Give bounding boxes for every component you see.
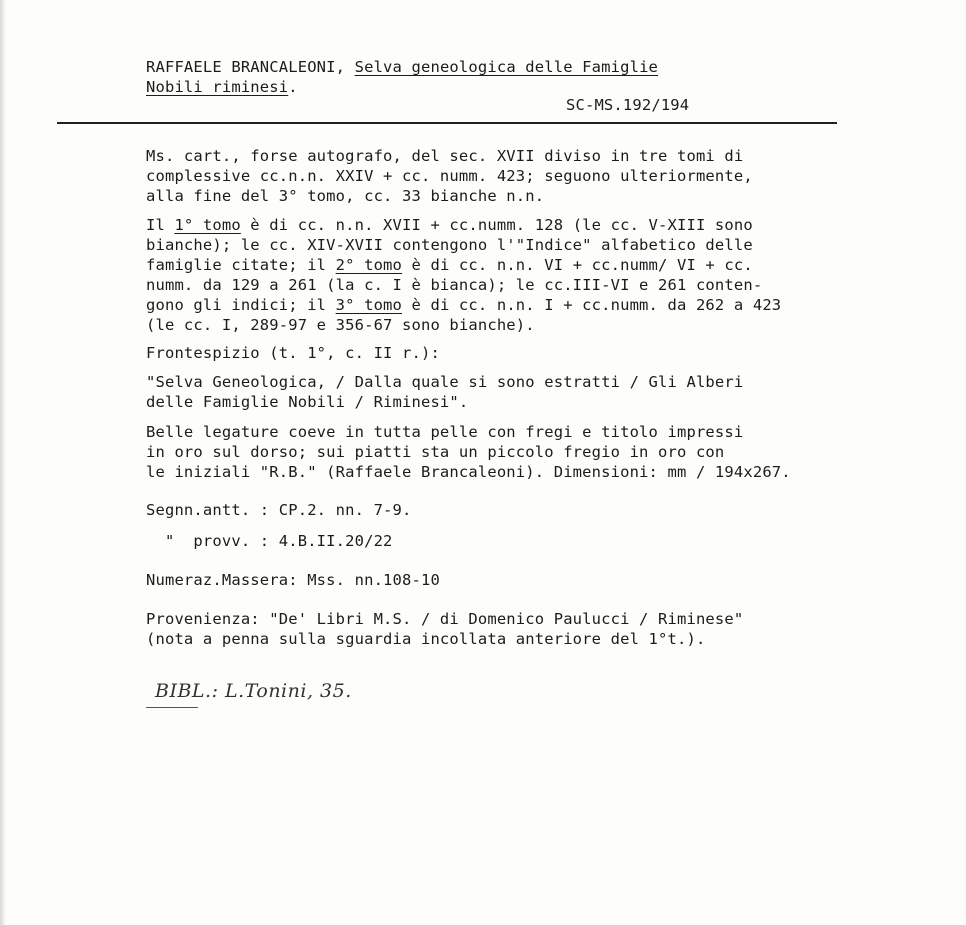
volume-3-label: 3° tomo <box>335 296 403 314</box>
volumes-line <box>146 295 781 315</box>
text-segment: gono gli indici; il <box>146 296 336 314</box>
description-line: alla fine del 3° tomo, cc. 33 bianche n.n. <box>146 187 545 205</box>
text-segment: è di cc. n.n. I + cc.numm. da 262 a 423 <box>402 296 782 314</box>
frontispiece-heading: Frontespizio (t. 1°, c. II r.): <box>146 344 440 362</box>
volumes-line: numm. da 129 a 261 (la c. I è bianca); le cc.III-VI e 261 conten- <box>146 276 763 294</box>
text-segment: è di cc. n.n. XVII + cc.numm. 128 (le cc. V-XIII sono <box>240 216 753 234</box>
volumes-line: (le cc. I, 289-97 e 356-67 sono bianche). <box>146 316 535 334</box>
text-segment: Il <box>146 216 175 234</box>
header-divider <box>57 122 837 124</box>
title-period: . <box>288 78 298 96</box>
description-line: Ms. cart., forse autografo, del sec. XVII diviso in tre tomi di <box>146 147 744 165</box>
old-shelfmarks: Segnn.antt. : CP.2. nn. 7-9. <box>146 501 412 519</box>
frontispiece-text: "Selva Geneologica, / Dalla quale si sono estratti / Gli Alberi <box>146 373 744 391</box>
volumes-line <box>146 215 753 235</box>
binding-text: in oro sul dorso; sui piatti sta un piccolo fregio in oro con <box>146 443 725 461</box>
work-title-part-2: Nobili riminesi <box>146 78 289 96</box>
card-edge-shadow <box>0 0 6 925</box>
header-line-2 <box>146 77 298 97</box>
massera-numbering: Numeraz.Massera: Mss. nn.108-10 <box>146 571 440 589</box>
shelfmark: SC-MS.192/194 <box>566 96 690 114</box>
description-line: complessive cc.n.n. XXIV + cc. numm. 423; seguono ulteriormente, <box>146 167 753 185</box>
volume-1-label: 1° tomo <box>174 216 241 234</box>
provenance-text: (nota a penna sulla sguardia incollata anteriore del 1°t.). <box>146 630 706 648</box>
binding-text: Belle legature coeve in tutta pelle con fregi e titolo impressi <box>146 423 744 441</box>
provisional-shelfmarks: " provv. : 4.B.II.20/22 <box>146 532 393 550</box>
volumes-line <box>146 255 753 275</box>
text-segment: famiglie citate; il <box>146 256 336 274</box>
author-name: RAFFAELE BRANCALEONI, <box>146 58 355 76</box>
volumes-line: bianche); le cc. XIV-XVII contengono l'"Indice" alfabetico delle <box>146 236 753 254</box>
frontispiece-text: delle Famiglie Nobili / Riminesi". <box>146 393 469 411</box>
volume-2-label: 2° tomo <box>335 256 403 274</box>
binding-text: le iniziali "R.B." (Raffaele Brancaleoni). Dimensioni: mm / 194x267. <box>146 463 791 481</box>
work-title-part-1: Selva geneologica delle Famiglie <box>354 58 659 76</box>
text-segment: è di cc. n.n. VI + cc.numm/ VI + cc. <box>402 256 753 274</box>
handwritten-bibliography: BIBL.: L.Tonini, 35. <box>155 680 352 702</box>
provenance-text: Provenienza: "De' Libri M.S. / di Domenico Paulucci / Riminese" <box>146 610 744 628</box>
header-line-1 <box>146 57 658 77</box>
handwritten-underline <box>146 707 198 708</box>
